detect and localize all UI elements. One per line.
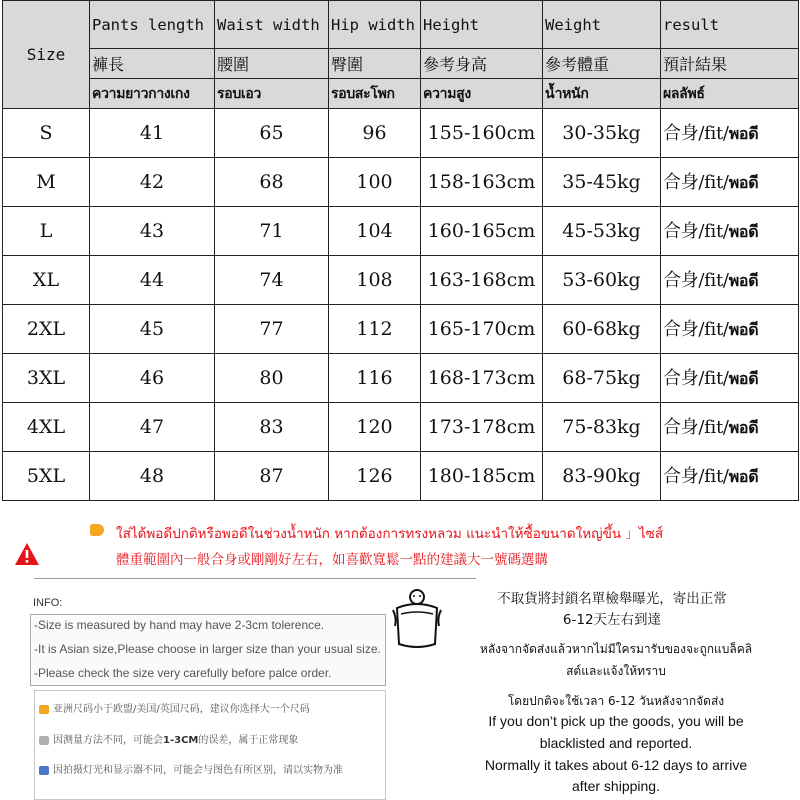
size-notice-chinese: 體重範圍內一般合身或剛剛好左右，如喜歡寬鬆一點的建議大一號碼選購 [116,552,548,568]
size-value: 2XL [3,305,90,354]
result-text-thai: พอดี [728,320,759,339]
height-value: 158-163cm [421,158,543,207]
table-row [3,207,799,256]
size-value: 4XL [3,403,90,452]
size-value: M [3,158,90,207]
warning-icon [14,542,40,566]
result-text-thai: พอดี [728,124,759,143]
weight-value: 75-83kg [543,403,661,452]
waist-width-value: 83 [215,403,329,452]
table-row [3,452,799,501]
size-value: L [3,207,90,256]
return-notice-en-1: If you don’t pick up the goods, you will be [488,713,744,729]
hip-width-value: 104 [329,207,421,256]
result-text-thai: พอดี [728,369,759,388]
pants-length-value: 47 [90,403,215,452]
result-value [661,305,799,354]
size-value: 3XL [3,354,90,403]
return-notice-th-2: สต์และแจ้งให้ทราบ [566,664,666,678]
col-header-height: Height [421,1,543,49]
info-title: INFO: [33,597,63,609]
weight-value: 83-90kg [543,452,661,501]
return-notice-en-4: after shipping. [572,778,660,794]
pants-length-value: 44 [90,256,215,305]
info-box [30,614,386,686]
result-text-thai: พอดี [728,271,759,290]
result-text: 合身/fit/ [663,417,729,438]
size-header: Size [3,1,90,109]
col-header-weight-zh: 參考體重 [543,49,661,79]
weight-value: 30-35kg [543,109,661,158]
weight-value: 68-75kg [543,354,661,403]
hip-width-value: 126 [329,452,421,501]
hip-width-value: 120 [329,403,421,452]
height-value: 168-173cm [421,354,543,403]
col-header-waist-width: Waist width [215,1,329,49]
result-text-thai: พอดี [728,173,759,192]
result-value [661,207,799,256]
height-value: 160-165cm [421,207,543,256]
table-row [3,305,799,354]
return-notice-en-3: Normally it takes about 6-12 days to arrive [484,757,748,773]
result-value [661,452,799,501]
return-notice-th-1: หลังจากจัดส่งแล้วหากไม่มีใครมารับของจะถูกแบล็คลิ [479,642,753,656]
col-header-weight-th: น้ำหนัก [543,79,661,109]
result-text-thai: พอดี [728,222,759,241]
result-text-thai: พอดี [728,467,759,486]
waist-width-value: 77 [215,305,329,354]
divider [34,578,476,579]
height-value: 180-185cm [421,452,543,501]
size-value: 5XL [3,452,90,501]
pants-length-value: 41 [90,109,215,158]
waist-width-value: 74 [215,256,329,305]
pencil-icon [39,736,49,745]
table-row [3,403,799,452]
info-line-asian-size: -It is Asian size,Please choose in larger size than your usual size. [34,642,381,656]
size-value: S [3,109,90,158]
weight-value: 45-53kg [543,207,661,256]
col-header-result: result [661,1,799,49]
col-header-hip-width-zh: 臀圍 [329,49,421,79]
table-row [3,109,799,158]
result-text: 合身/fit/ [663,270,729,291]
col-header-hip-width: Hip width [329,1,421,49]
result-text: 合身/fit/ [663,319,729,340]
cn-note-measurement [39,731,298,746]
camera-icon [39,766,49,775]
size-chart-table [2,0,799,501]
pants-length-value: 46 [90,354,215,403]
cn-note-asian-size [39,700,310,715]
return-notice-zh-1: 不取貨將封鎖名單檢舉曝光，寄出正常 [497,591,727,607]
cn-note-color-text: 因拍摄灯光和显示器不同，可能会与图色有所区别，请以实物为准 [53,765,343,776]
result-value [661,354,799,403]
parcel-icon [391,588,443,652]
return-notice-en-2: blacklisted and reported. [539,735,693,751]
table-row [3,354,799,403]
height-value: 165-170cm [421,305,543,354]
result-value [661,158,799,207]
pants-length-value: 42 [90,158,215,207]
pointing-hand-icon [39,705,49,714]
result-text: 合身/fit/ [663,221,729,242]
cn-note-asian-size-text: 亚洲尺码小于欧盟/美国/英国尺码，建议你选择大一个尺码 [53,704,310,715]
waist-width-value: 87 [215,452,329,501]
return-notice-th-3: โดยปกติจะใช้เวลา 6-12 วันหลังจากจัดส่ง [507,694,725,708]
hip-width-value: 96 [329,109,421,158]
weight-value: 35-45kg [543,158,661,207]
result-text: 合身/fit/ [663,172,729,193]
result-text: 合身/fit/ [663,466,729,487]
result-value [661,403,799,452]
height-value: 163-168cm [421,256,543,305]
result-text: 合身/fit/ [663,123,729,144]
pointing-hand-icon [90,524,104,536]
hip-width-value: 112 [329,305,421,354]
header-row-chinese [3,49,799,79]
col-header-result-zh: 預計結果 [661,49,799,79]
hip-width-value: 116 [329,354,421,403]
waist-width-value: 65 [215,109,329,158]
cn-note-color [39,761,343,776]
pants-length-value: 43 [90,207,215,256]
pants-length-value: 48 [90,452,215,501]
col-header-height-th: ความสูง [421,79,543,109]
result-text-thai: พอดี [728,418,759,437]
pants-length-value: 45 [90,305,215,354]
table-row [3,158,799,207]
size-notice-thai: ใส่ได้พอดีปกติหรือพอดีในช่วงน้ำหนัก หากต้องการทรงหลวม แนะนำให้ซื้อขนาดใหญ่ขึ้น 」ไซส์ [116,526,664,542]
result-text: 合身/fit/ [663,368,729,389]
cn-note-measurement-text: 因测量方法不同，可能会 [53,735,163,746]
col-header-weight: Weight [543,1,661,49]
col-header-waist-width-th: รอบเอว [215,79,329,109]
header-row-thai [3,79,799,109]
hip-width-value: 108 [329,256,421,305]
info-line-check-size: -Please check the size very carefully before palce order. [34,666,332,680]
col-header-result-th: ผลลัพธ์ [661,79,799,109]
waist-width-value: 71 [215,207,329,256]
waist-width-value: 80 [215,354,329,403]
table-row [3,256,799,305]
return-notice-zh-2: 6-12天左右到達 [562,612,662,628]
cn-note-measurement-bold: 1-3CM [163,735,199,746]
col-header-pants-length: Pants length [90,1,215,49]
col-header-hip-width-th: รอบสะโพก [329,79,421,109]
col-header-pants-length-th: ความยาวกางเกง [90,79,215,109]
height-value: 155-160cm [421,109,543,158]
col-header-height-zh: 參考身高 [421,49,543,79]
hip-width-value: 100 [329,158,421,207]
info-line-tolerance: -Size is measured by hand may have 2-3cm tolerence. [34,618,325,632]
size-value: XL [3,256,90,305]
header-row-english [3,1,799,49]
cn-note-measurement-text-end: 的误差，属于正常现象 [198,735,299,746]
result-value [661,109,799,158]
col-header-waist-width-zh: 腰圍 [215,49,329,79]
chinese-notes-box [34,690,386,800]
height-value: 173-178cm [421,403,543,452]
result-value [661,256,799,305]
weight-value: 60-68kg [543,305,661,354]
weight-value: 53-60kg [543,256,661,305]
col-header-pants-length-zh: 褲長 [90,49,215,79]
waist-width-value: 68 [215,158,329,207]
